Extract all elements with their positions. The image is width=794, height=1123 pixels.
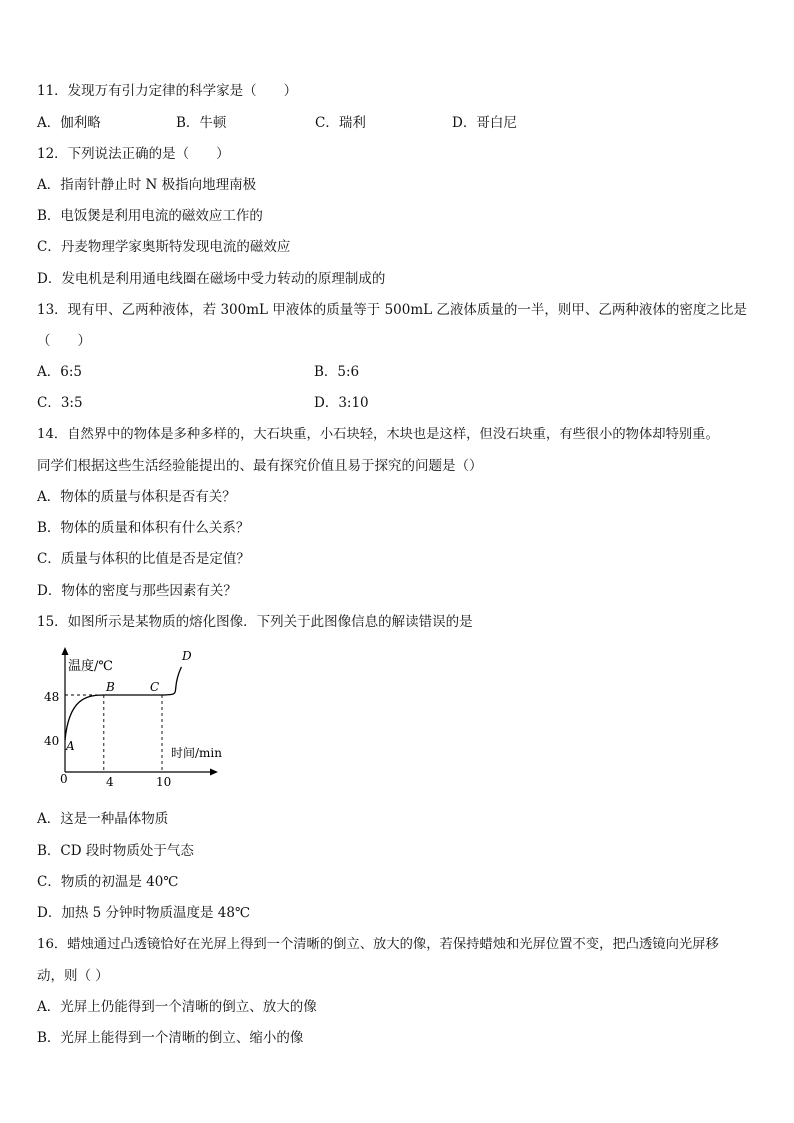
q15-option-c: C．物质的初温是 40℃: [37, 874, 179, 890]
x-tick-0: 0: [60, 772, 68, 786]
q13-option-d: D．3:10: [314, 395, 369, 411]
point-label-c: C: [150, 680, 160, 694]
y-tick-48: 48: [44, 690, 60, 704]
q14-option-c: C．质量与体积的比值是否是定值？: [37, 551, 250, 567]
q14-option-d: D．物体的密度与那些因素有关？: [37, 583, 237, 599]
q11-option-c: C．瑞利: [315, 115, 366, 131]
y-tick-40: 40: [44, 734, 60, 748]
x-axis-arrow: [210, 769, 218, 776]
q12-option-b: B．电饭煲是利用电流的磁效应工作的: [37, 208, 263, 224]
q14-stem-line1: 14．自然界中的物体是多种多样的，大石块重，小石块轻，木块也是这样，但没石块重，有些很小的物体却特别重。: [37, 427, 719, 442]
q16-stem-line1: 16．蜡烛通过凸透镜恰好在光屏上得到一个清晰的倒立、放大的像，若保持蜡烛和光屏位置不变，把凸透镜向光屏移: [37, 937, 719, 952]
q11-stem: 11．发现万有引力定律的科学家是（ ）: [37, 83, 298, 99]
x-axis-label: 时间/min: [171, 746, 222, 760]
q11-option-a: A．伽利略: [37, 115, 101, 131]
q14-stem-line2: 同学们根据这些生活经验能提出的、最有探究价值且易于探究的问题是（）: [37, 458, 483, 474]
q16-option-b: B．光屏上能得到一个清晰的倒立、缩小的像: [37, 1030, 304, 1046]
y-axis-label: 温度/℃: [68, 659, 113, 674]
q15-option-d: D．加热 5 分钟时物质温度是 48℃: [37, 905, 251, 921]
q14-option-a: A．物体的质量与体积是否有关？: [37, 489, 236, 505]
q13-option-a: A．6:5: [37, 364, 82, 380]
q11-option-b: B．牛顿: [176, 115, 227, 131]
q12-option-c: C．丹麦物理学家奥斯特发现电流的磁效应: [37, 239, 291, 255]
q11-option-d: D．哥白尼: [452, 115, 517, 131]
q15-option-a: A．这是一种晶体物质: [37, 811, 169, 827]
q12-stem: 12．下列说法正确的是（ ）: [37, 146, 230, 162]
q16-option-a: A．光屏上仍能得到一个清晰的倒立、放大的像: [37, 999, 317, 1015]
melting-graph: [30, 644, 230, 796]
point-label-a: A: [66, 739, 75, 753]
point-label-b: B: [106, 680, 115, 694]
q13-option-b: B．5:6: [314, 364, 360, 380]
q15-stem: 15．如图所示是某物质的熔化图像．下列关于此图像信息的解读错误的是: [37, 614, 473, 630]
q14-option-b: B．物体的质量和体积有什么关系？: [37, 520, 250, 536]
x-tick-10: 10: [156, 775, 172, 789]
q16-stem-line2: 动，则（ ）: [37, 968, 109, 984]
point-label-d: D: [182, 649, 192, 663]
y-axis-arrow: [62, 647, 69, 655]
melting-curve: [65, 667, 181, 740]
q15-option-b: B．CD 段时物质处于气态: [37, 843, 194, 859]
q12-option-d: D．发电机是利用通电线圈在磁场中受力转动的原理制成的: [37, 271, 386, 287]
q13-stem-line2: （ ）: [37, 333, 91, 349]
q13-stem-line1: 13．现有甲、乙两种液体，若 300mL 甲液体的质量等于 500mL 乙液体质量的一半，则甲、乙两种液体的密度之比是: [37, 302, 747, 318]
q12-option-a: A．指南针静止时 N 极指向地理南极: [37, 177, 257, 193]
x-tick-4: 4: [106, 775, 114, 789]
q13-option-c: C．3:5: [37, 395, 83, 411]
